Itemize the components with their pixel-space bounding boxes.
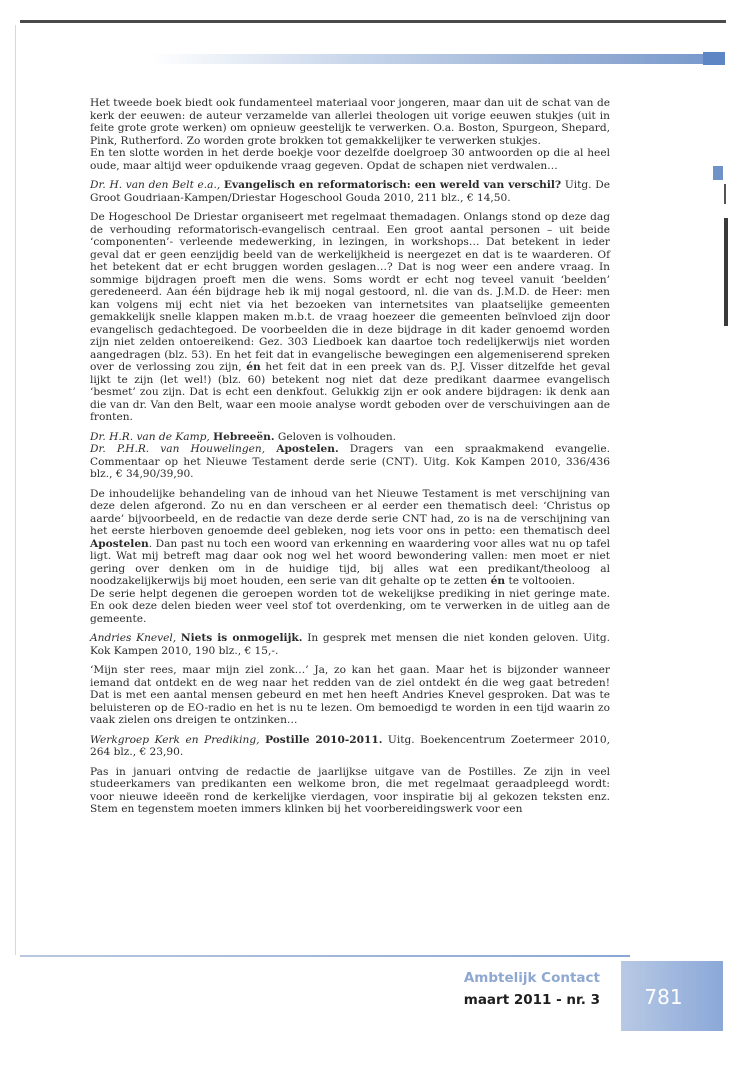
review-subtitle: Geloven is volhouden. <box>277 430 397 443</box>
review-publisher: Uitg. De Groot Goudriaan-Kampen/Driestar Hogeschool Gouda 2010, 211 blz., € 14,50. <box>90 179 611 204</box>
review-heading <box>90 734 610 759</box>
review-text: te voltooien. <box>508 575 575 587</box>
magazine-title: Ambtelijk Contact <box>463 970 600 986</box>
intro-paragraph-1: Het tweede boek biedt ook fundamenteel materiaal voor jongeren, maar dan uit de schat van de kerk der eeuwen: de auteur verzamelde van allerlei theologen uit vorige eeuwen stukjes (uit in feite grote grote werken) om opnieuw geestelijk te verwerken. O.a. Boston, Spurgeon, Shepard, Pink, Rutherford. Zo worden grote brokken tot gemakkelijker te verwerken stukjes. <box>90 97 610 147</box>
top-color-band <box>150 54 724 64</box>
review-heading <box>90 443 610 481</box>
issue-label: maart 2011 - nr. 3 <box>463 992 600 1008</box>
review-publisher: Uitg. Boekencentrum Zoetermeer 2010, 264 blz., € 23,90. <box>90 733 610 758</box>
review-title: Hebreeën. <box>213 430 275 443</box>
review-heading <box>90 179 610 204</box>
review-text: De inhoudelijke behandeling van de inhoud van het Nieuwe Testament is met verschijning van deze delen afgerond. Zo nu en dan verscheen er al eerder een thematisch deel: ‘Christus op aarde’ bijvoorbeeld, en de redactie van deze derde serie CNT had, zo is na de verschijning van het eerste hierboven genoemde deel gebleken, nog iets voor ons in petto: een thematisch deel <box>90 487 610 537</box>
review-title: Niets is onmogelijk. <box>180 632 303 644</box>
left-page-edge <box>15 25 16 955</box>
review-author: Dr. H. van den Belt e.a., <box>90 179 221 191</box>
review-title: Postille 2010-2011. <box>265 733 383 746</box>
review-author: Dr. P.H.R. van Houwelingen, <box>90 443 266 455</box>
right-margin-mark <box>724 184 726 204</box>
review-title: Apostelen. <box>276 443 339 455</box>
review-body: De serie helpt degenen die geroepen worden tot de wekelijkse prediking in niet geringe mate. En ook deze delen bieden weer veel stof tot overdenking, om te verwerken in de uitleg aan de gemeente. <box>90 587 610 625</box>
review-publisher: In gesprek met mensen die niet konden geloven. Uitg. Kok Kampen 2010, 190 blz., € 15,-. <box>90 632 611 657</box>
review-emphasis: én <box>246 361 261 373</box>
review-author: Dr. H.R. van de Kamp, <box>90 430 210 443</box>
review-text: het feit dat in een preek van ds. P.J. Visser ditzelfde het geval lijkt te zijn (let wel!) (blz. 60) betekent nog niet dat deze predikant daarmee evangelisch ‘besmet’ zou zijn. Dat is echt een denkfout. Gelukkig zijn er ook andere bijdragen: ik denk aan die van dr. Van den Belt, waar een mooie analyse wordt geboden over de verschuivingen aan de fronten. <box>90 361 610 423</box>
review-body <box>90 488 610 588</box>
review-emphasis: Apostelen <box>90 537 149 550</box>
review-publisher: Dragers van een spraakmakend evangelie. Commentaar op het Nieuwe Testament derde serie (CNT). Uitg. Kok Kampen 2010, 336/436 blz., € 34,90/39,90. <box>90 443 610 480</box>
review-heading <box>90 632 610 657</box>
review-body: ‘Mijn ster rees, maar mijn ziel zonk…’ Ja, zo kan het gaan. Maar het is bijzonder wanneer iemand dat ontdekt en de weg naar het redden van de ziel ontdekt én die weg gaat betreden! Dat is met een aantal mensen gebeurd en met hen heeft Andries Knevel gesproken. Dat was te beluisteren op de EO-radio en het is nu te lezen. Om bemoedigd te worden in een tijd waarin zo vaak zielen ons dreigen te ontzinken… <box>90 664 610 726</box>
right-margin-bar <box>724 218 728 326</box>
top-rule <box>20 20 726 23</box>
review-author: Andries Knevel, <box>90 632 177 644</box>
intro-paragraph-2: En ten slotte worden in het derde boekje voor dezelfde doelgroep 30 antwoorden op die al heel oude, maar altijd weer opduikende vraag gegeven. Opdat de schapen niet verdwalen… <box>90 147 610 172</box>
review-author: Werkgroep Kerk en Prediking, <box>90 733 260 746</box>
page-number: 781 <box>644 985 683 1009</box>
review-text: . Dan past nu toch een woord van erkenning en waardering voor alles wat nu op tafel ligt. Wat mij betreft mag daar ook nog wel het woord bewondering vallen: men moet er niet gering over denken om in de huidige tijd, bij alles wat een predikant/theoloog al noodzakelijkerwijs bij moet houden, een serie van dit gehalte op te zetten <box>90 537 610 587</box>
article-body <box>90 97 610 823</box>
review-emphasis: én <box>490 575 506 587</box>
right-margin-tab <box>713 166 723 180</box>
review-body: Pas in januari ontving de redactie de jaarlijkse uitgave van de Postilles. Ze zijn in veel studeerkamers van predikanten een welkome bron, die met regelmaat geraadpleegd wordt: voor nieuwe ideeën rond de kerkelijke vierdagen, voor inspiratie bij al gekozen teksten enz. Stem en tegenstem moeten immers klinken bij het voorbereidingswerk voor een <box>90 765 610 815</box>
top-band-cap <box>703 52 725 65</box>
review-title: Evangelisch en reformatorisch: een wereld van verschil? <box>223 179 562 191</box>
review-heading <box>90 431 610 444</box>
review-text: De Hogeschool De Driestar organiseert met regelmaat themadagen. Onlangs stond op deze dag de verhouding reformatorisch-evangelisch centraal. Een groot aantal personen – uit beide ‘componenten’- verleende medewerking, in lezingen, in workshops… Dat betekent in ieder geval dat er geen eenzijdig beeld van de werkelijkheid is neergezet en dat is te waarderen. Of het betekent dat er echt bruggen worden geslagen…? Dat is nog weer een andere vraag. In sommige bijdragen proeft men die wens. Soms wordt er echt nog teveel vanuit ‘beelden’ geredeneerd. Aan één bijdrage heb ik mij nogal gestoord, nl. die van ds. J.M.D. de Heer: men kan volgens mij echt niet via het bezoeken van internetsites van plaatselijke gemeenten gemakkelijk snelle klappen maken m.b.t. de vraag hoezeer die gemeenten beïnvloed zijn door evangelisch gedachtegoed. De voorbeelden die in deze bijdrage in dit kader genoemd worden zijn niet zelden ontoereikend: Gez. 303 Liedboek kan daartoe toch redelijkerwijs niet worden aangedragen (blz. 53). En het feit dat in evangelische bewegingen een algemeniserend spreken over de verlossing zou zijn, <box>90 211 610 373</box>
review-body <box>90 211 610 424</box>
footer-rule <box>20 955 630 957</box>
